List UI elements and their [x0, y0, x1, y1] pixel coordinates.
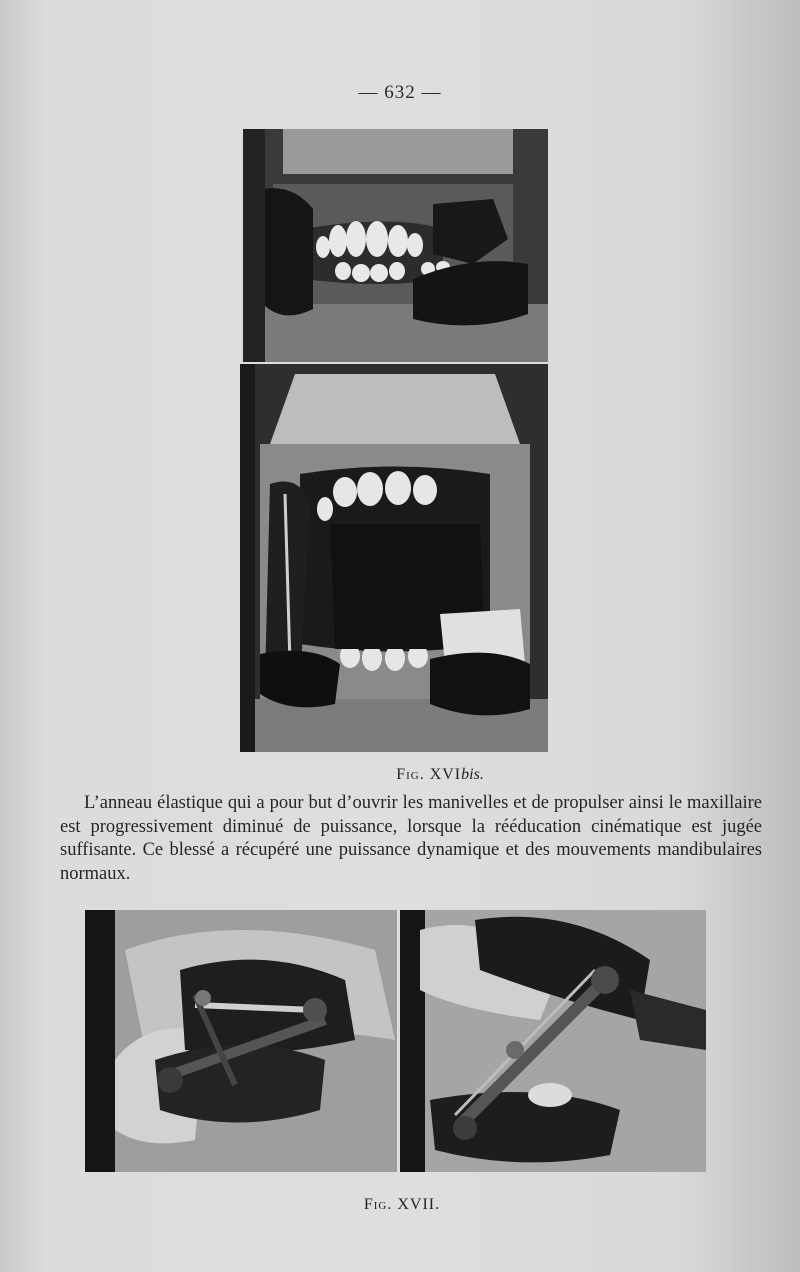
body-paragraph: L’anneau élastique qui a pour but d’ouvrir les manivelles et de propulser ainsi le maxillaire est progressivement diminué de puissance, lorsque la rééducation cinématique est jugée suffisante. Ce blessé a récupéré une puissance dynamique et des mouvements mandibulaires normaux. — [60, 793, 762, 884]
figure-17-label: Fig. XVII. — [363, 1196, 441, 1213]
figure-17-caption — [2, 1196, 800, 1214]
figure-16-label: Fig. XVI — [396, 766, 462, 783]
appliance-side-view-photo — [85, 910, 397, 1172]
figure-16-suffix: bis. — [461, 766, 484, 783]
dental-cast-closed-photo — [243, 129, 548, 362]
appliance-open-view-photo — [400, 910, 706, 1172]
dental-cast-open-photo — [240, 364, 548, 752]
page-number: — 632 — — [358, 82, 442, 103]
figure-16-caption — [40, 766, 800, 784]
body-paragraph-block — [60, 792, 762, 886]
